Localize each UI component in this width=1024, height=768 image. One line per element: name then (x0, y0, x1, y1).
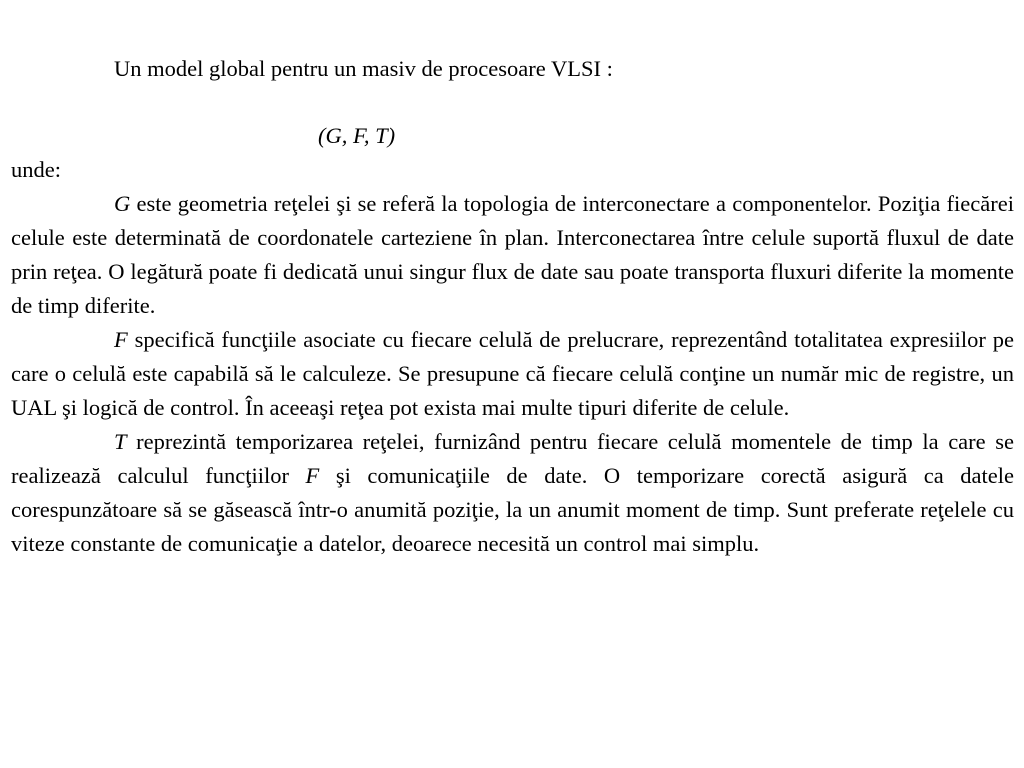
paragraph-timing-text-after: şi comunicaţiile de date. O temporizare corectă asigură ca datele corespunzătoare să se găsească într-o anumită poziţie, la un anumit moment de timp. Sunt preferate reţelele cu viteze constante de comunicaţie a datelor, deoarece necesită un control mai simplu. (11, 463, 1014, 556)
symbol-f: F (114, 327, 128, 352)
model-formula: (G, F, T) (318, 123, 396, 148)
definitions-body (11, 187, 1014, 561)
paragraph-functions (11, 323, 1014, 425)
paragraph-functions-text: specifică funcţiile asociate cu fiecare celulă de prelucrare, reprezentând totalitatea expresiilor pe care o celulă este capabilă să le calculeze. Se presupune că fiecare celulă conţine un număr mic de registre, un UAL şi logică de control. În aceeaşi reţea pot exista mai multe tipuri diferite de celule. (11, 327, 1014, 420)
symbol-t: T (114, 429, 127, 454)
symbol-g: G (114, 191, 131, 216)
slide-title: Un model global pentru un masiv de procesoare VLSI : (114, 56, 613, 81)
paragraph-timing (11, 425, 1014, 561)
paragraph-geometry-text: este geometria reţelei şi se referă la topologia de interconectare a componentelor. Poziţia fiecărei celule este determinată de coordonatele carteziene în plan. Interconectarea între celule suportă fluxul de date prin reţea. O legătură poate fi dedicată unui singur flux de date sau poate transporta fluxuri diferite la momente de timp diferite. (11, 191, 1014, 318)
inline-symbol-f: F (305, 463, 320, 488)
paragraph-geometry (11, 187, 1014, 323)
intro-label: unde: (11, 157, 61, 182)
paragraph-timing-text-before: reprezintă temporizarea reţelei, furnizând pentru fiecare celulă momentele de timp la care se realizează calculul funcţiilor (11, 429, 1014, 488)
